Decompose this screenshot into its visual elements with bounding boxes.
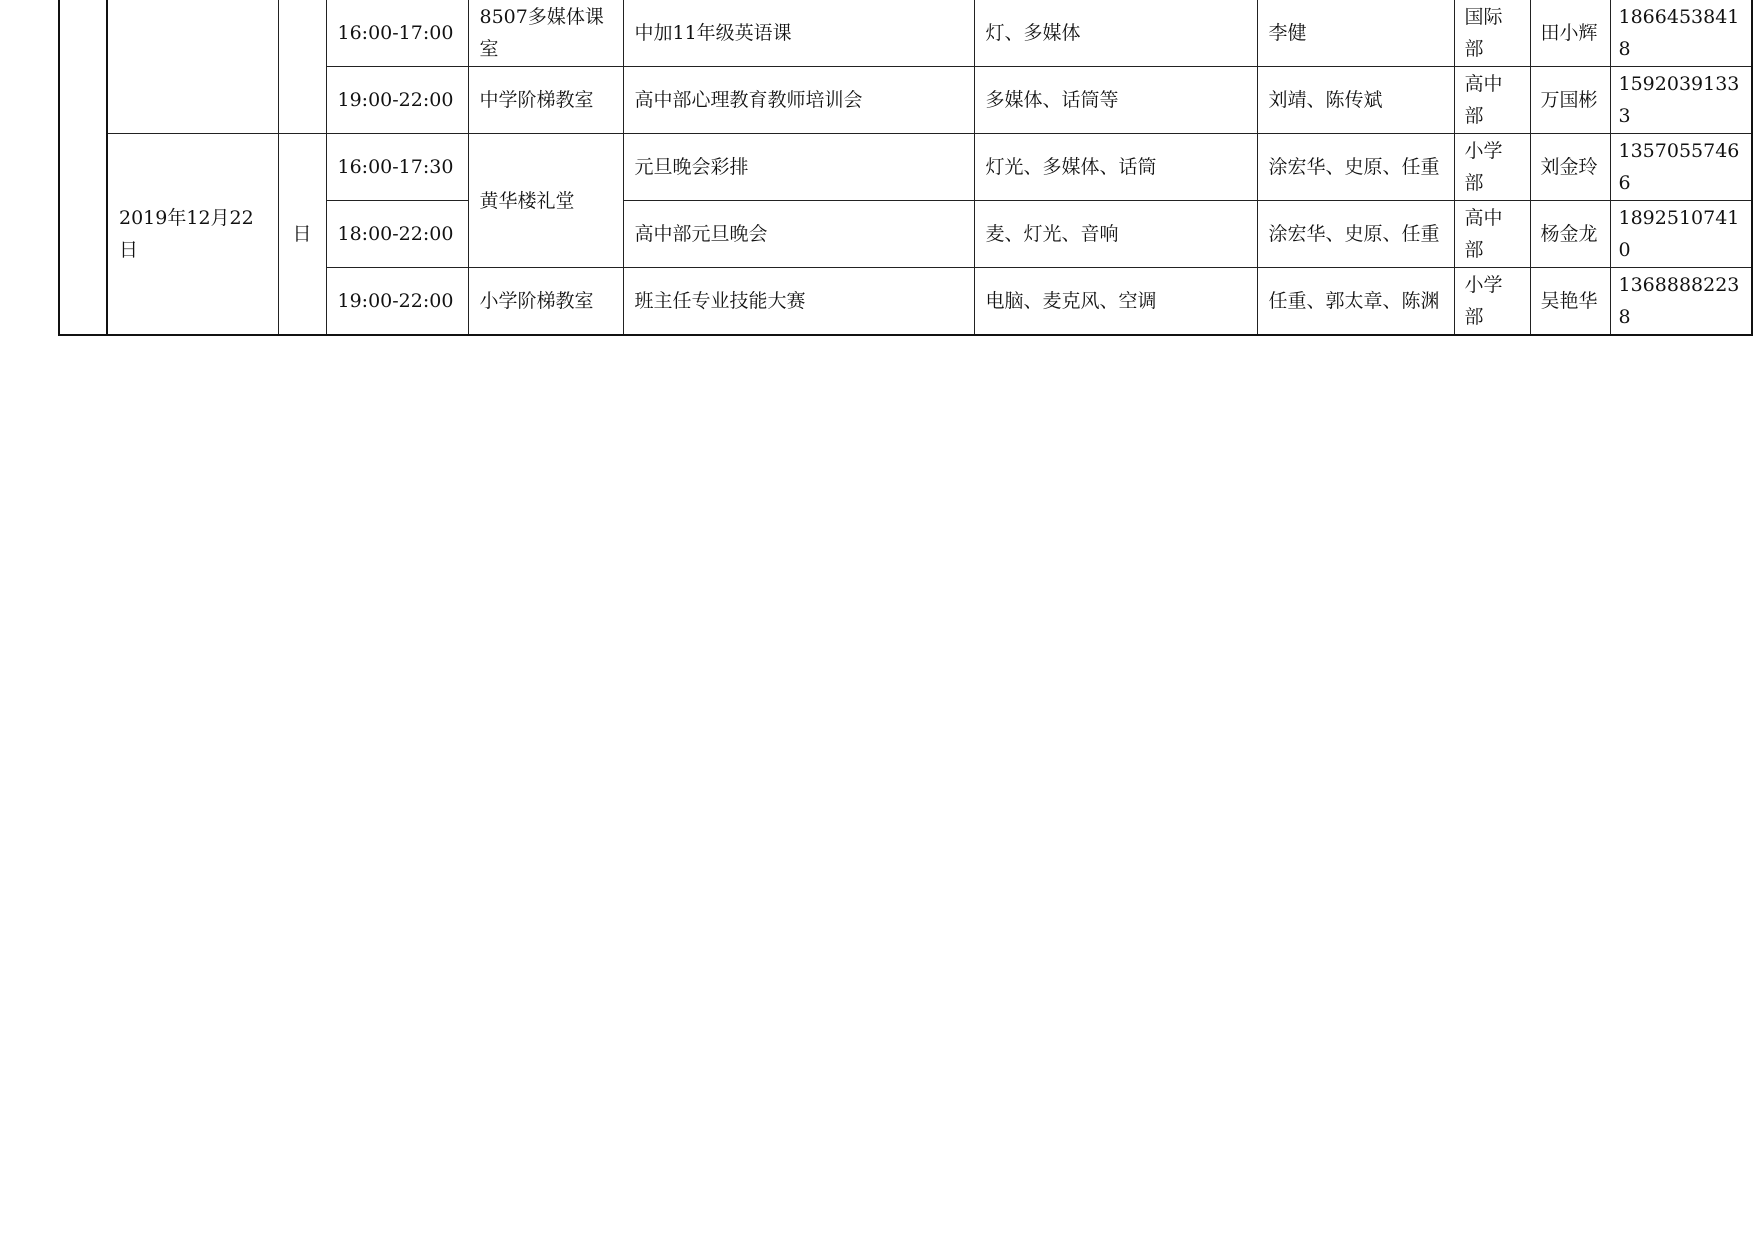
contact-cell: 杨金龙 <box>1530 201 1610 268</box>
date-cell: 2019年12月22日 <box>107 134 278 336</box>
staff-cell: 涂宏华、史原、任重 <box>1257 134 1454 201</box>
table-row <box>59 134 1752 201</box>
phone-cell: 13688882238 <box>1610 268 1752 336</box>
event-cell: 高中部元旦晚会 <box>623 201 974 268</box>
department-cell: 高中部 <box>1454 201 1530 268</box>
contact-cell: 万国彬 <box>1530 67 1610 134</box>
date-cell-continued <box>107 0 278 134</box>
event-cell: 高中部心理教育教师培训会 <box>623 67 974 134</box>
contact-cell: 刘金玲 <box>1530 134 1610 201</box>
contact-cell: 田小辉 <box>1530 0 1610 67</box>
department-cell: 高中部 <box>1454 67 1530 134</box>
department-cell: 小学部 <box>1454 268 1530 336</box>
phone-cell: 18925107410 <box>1610 201 1752 268</box>
phone-cell: 15920391333 <box>1610 67 1752 134</box>
outer-merged-cell <box>59 0 107 335</box>
event-cell: 元旦晚会彩排 <box>623 134 974 201</box>
staff-cell: 李健 <box>1257 0 1454 67</box>
staff-cell: 刘靖、陈传斌 <box>1257 67 1454 134</box>
department-cell: 国际部 <box>1454 0 1530 67</box>
phone-cell: 13570557466 <box>1610 134 1752 201</box>
event-cell: 中加11年级英语课 <box>623 0 974 67</box>
weekday-cell-continued <box>278 0 326 134</box>
table-row <box>59 0 1752 67</box>
weekday-cell: 日 <box>278 134 326 336</box>
equipment-cell: 灯光、多媒体、话筒 <box>974 134 1257 201</box>
phone-cell: 18664538418 <box>1610 0 1752 67</box>
time-cell: 16:00-17:30 <box>326 134 468 201</box>
event-cell: 班主任专业技能大赛 <box>623 268 974 336</box>
contact-cell: 吴艳华 <box>1530 268 1610 336</box>
time-cell: 19:00-22:00 <box>326 67 468 134</box>
equipment-cell: 多媒体、话筒等 <box>974 67 1257 134</box>
venue-schedule-table <box>58 0 1753 336</box>
department-cell: 小学部 <box>1454 134 1530 201</box>
time-cell: 16:00-17:00 <box>326 0 468 67</box>
venue-cell: 小学阶梯教室 <box>468 268 623 336</box>
staff-cell: 涂宏华、史原、任重 <box>1257 201 1454 268</box>
time-cell: 18:00-22:00 <box>326 201 468 268</box>
venue-cell: 中学阶梯教室 <box>468 67 623 134</box>
equipment-cell: 麦、灯光、音响 <box>974 201 1257 268</box>
staff-cell: 任重、郭太章、陈渊 <box>1257 268 1454 336</box>
equipment-cell: 电脑、麦克风、空调 <box>974 268 1257 336</box>
equipment-cell: 灯、多媒体 <box>974 0 1257 67</box>
time-cell: 19:00-22:00 <box>326 268 468 336</box>
venue-cell: 黄华楼礼堂 <box>468 134 623 268</box>
venue-cell: 8507多媒体课室 <box>468 0 623 67</box>
